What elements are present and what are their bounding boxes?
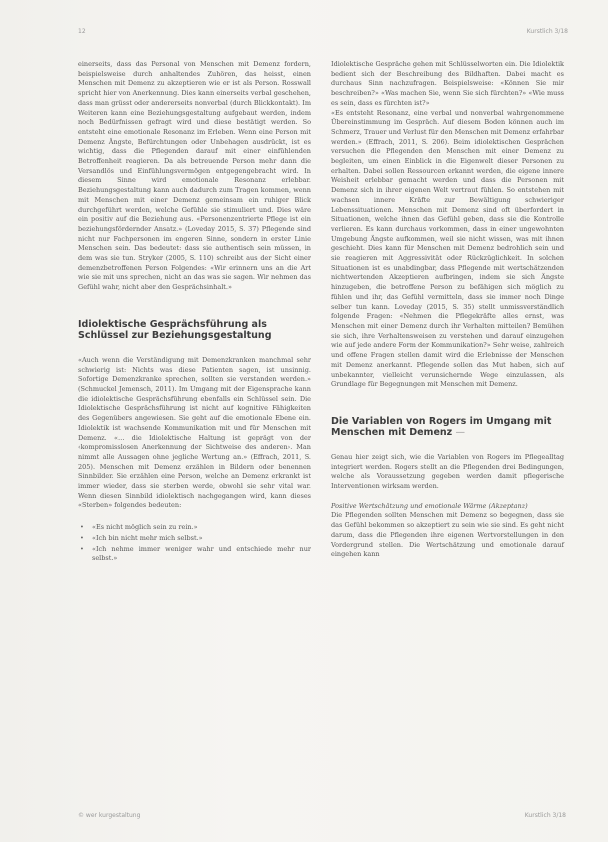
list-item: • «Ich nehme immer weniger wahr und entschiede mehr nur selbst.» [78, 545, 311, 564]
right-column [331, 60, 564, 560]
quote-list [78, 523, 311, 564]
heading-dash: — [455, 427, 466, 439]
section-heading: Idiolektische Gesprächsführung als Schlüssel zur Beziehungsgestaltung [78, 318, 272, 342]
page-number: 12 [78, 28, 86, 35]
body-paragraph: Idiolektische Gespräche gehen mit Schlüsselworten ein. Die Idiolektik bedient sich der Beschreibung des Bildhaften. Dabei macht es durchaus Sinn nachzufragen. Beispielsweise: «Können Sie mir beschreiben?» «Was machen Sie, wenn Sie sich fürchten?» «Wie muss es sein, dass es fürchten ist?» [331, 60, 564, 107]
running-head: Kurstlich 3/18 [526, 28, 568, 35]
footer-publisher: © wer kurgestaltung [78, 812, 141, 819]
list-item: • «Es nicht möglich sein zu rein.» [78, 523, 311, 533]
body-paragraph: einerseits, dass das Personal von Menschen mit Demenz fordern, beispielsweise durch anhaltendes Zuhören, das heisst, einen Menschen mit Demenz zu akzeptieren wie er ist als Person. Rosswall spricht hier von Anerkennung. Dies kann einerseits verbal geschehen, dass man grüsst oder andererseits nonverbal (durch Blickkontakt). Im Weiteren kann eine Beziehungsgestaltung aufgebaut werden, indem noch Bedürfnissen gefragt wird und diese bestätigt werden. So entsteht eine emotionale Resonanz im Erleben. Wenn eine Person mit Demenz Ängste, Befürchtungen oder Unbehagen ausdrückt, ist es wichtig, dass die Pflegenden darauf mit einer einfühlenden Betroffenheit reagieren. Da als betreuende Person mehr dann die Versandlös und Einfühlungsvermögen entgegengebracht wird. In diesem Sinne wird emotionale Resonanz erlebbar. Beziehungsgestaltung kann auch dadurch zum Tragen kommen, wenn mit Menschen mit einer Demenz gemeinsam ein ruhiger Blick durchgeführt werden, welche Gefühle sie stimuliert und. Dies wäre ein positiv auf die Beziehung aus. «Personenzentrierte Pflege ist ein beziehungsfördernder Ansatz.» (Loveday 2015, S. 37) Pflegende sind nicht nur Fachpersonen im engeren Sinne, sondern in erster Linie Menschen sein. Das bedeutet: dass sie authentisch sein müssen, in dem was sie tun. Stryker (2005, S. 110) schreibt aus der Sicht einer demenzbetroffenen Person Folgendes: «Wir erinnern uns an die Art wie sie mit uns sprechen, nicht an das was sie sagen. Wir nehmen das Gefühl wahr, nicht aber den Gesprächsinhalt.» [78, 60, 311, 292]
section-heading-text: Die Variablen von Rogers im Umgang mit Menschen mit Demenz [331, 415, 552, 439]
footer-issue: Kurstlich 3/18 [524, 812, 566, 819]
body-paragraph: Genau hier zeigt sich, wie die Variablen von Rogers im Pflegealltag integriert werden. Rogers stellt an die Pflegenden drei Bedingungen, welche als Voraussetzung gegeben werden damit pflegerische Interventionen wirksam werden. [331, 452, 564, 491]
body-paragraph: «Auch wenn die Verständigung mit Demenzkranken manchmal sehr schwierig ist: Nichts was diese Patienten sagen, ist unsinnig. Sofortige Demenzkranke sprechen, sollten sie verstanden werden.» (Schmuckel Jemensch, 2011). Im Umgang mit der Eigensprache kann die idiolektische Gesprächsführung ebenfalls ein Schlüssel sein. Die Idiolektische Gesprächsführung ist nicht auf kognitive Fähigkeiten des Gegenübers angewiesen. Sie geht auf die emotionale Ebene ein. Idiolektik ist wachsende Kommunikation mit und für Menschen mit Demenz. «… die Idiolektische Haltung ist geprägt von der ‹kompromisslosen Anerkennung der Sichtweise des anderen›. Man nimmt alle Aussagen ohne jegliche Wertung an.» (Effrach, 2011, S. 205). Menschen mit Demenz erzählen in Bildern oder benennen Sinnbilder. Sie erzählen eine Person, welche an Demenz erkrankt ist immer wieder, dass sie sterben werde, obwohl sie sehr vital war. Wenn diesen Sinnbild idiolektisch nachgegangen wird, kann dieses «Sterben» folgendes bedeuten: [78, 355, 311, 510]
list-item: • «Ich bin nicht mehr mich selbst.» [78, 534, 311, 544]
subsection-title: Positive Wertschätzung und emotionale Wärme (Akzeptanz) [331, 501, 528, 510]
section-heading [331, 416, 564, 439]
body-paragraph: Die Pflegenden sollten Menschen mit Demenz so begegnen, dass sie das Gefühl bekommen so akzeptiert zu sein wie sie sind. Es geht nicht darum, dass die Pflegenden ihre eigenen Wertvorstellungen in den Vordergrund stellen. Die Wertschätzung und emotionale darauf eingehen kann [331, 511, 564, 559]
left-column [78, 60, 311, 565]
body-paragraph: «Es entsteht Resonanz, eine verbal und nonverbal wahrgenommene Übereinstimmung im Gespräch. Auf diesem Boden können auch im Schmerz, Trauer und Verlust für den Menschen mit Demenz erfahrbar werden.» (Effrach, 2011, S. 206). Beim idiolektischen Gesprächen versuchen die Pflegenden den Menschen mit einer Demenz zu begleiten, um einen Einblick in die Eigenwelt dieser Personen zu erhalten. Dabei sollen Ressourcen erkannt werden, die eigene innere Weisheit erlebbar gemacht werden und dass die Personen mit Demenz sich in ihrer eigenen Welt vertraut fühlen. So entstehen mit wachsen innere Kräfte zur Bewältigung schwieriger Lebenssituationen. Menschen mit Demenz sind oft überfordert in Situationen, welche ihnen das Gefühl geben, dass sie die Kontrolle verlieren. Es kann durchaus vorkommen, dass in einer ungewohnten Umgebung Ängste aufkommen, weil sie nicht wissen, was mit ihnen geschieht. Dies kann für Menschen mit Demenz bedrohlich sein und sie reagieren mit Aggressivität oder Rückzüglichkeit. In solchen Situationen ist es unabdingbar, dass Pflegende mit wertschätzenden nichtwertenden Akzeptieren aufbringen, indem sie sich Ängste hinzugeben, die betroffene Person zu befähigen sich möglich zu fühlen und ihr, das Gefühl vermitteln, dass sie immer noch Dinge selber tun kann. Loveday (2015, S. 35) stellt unmissverständlich folgende Fragen: «Nehmen die Pflegekräfte alles ernst, was Menschen mit einer Demenz durch ihr Verhalten mitteilen? Bemühen sie sich, ihre Verhaltensweisen zu verstehen und darauf einzugehen wie auf jede andere Form der Kommunikation?» Sehr weise, zahlreich und offene Fragen stellen damit wird die Erlebnisse der Menschen mit Demenz anerkannt. Pflegende sollen das Mut haben, sich auf unbekannter, vielleicht verunsichernde Wege einzulassen, als Grundlage für Begegnungen mit Menschen mit Demenz. [331, 108, 564, 389]
